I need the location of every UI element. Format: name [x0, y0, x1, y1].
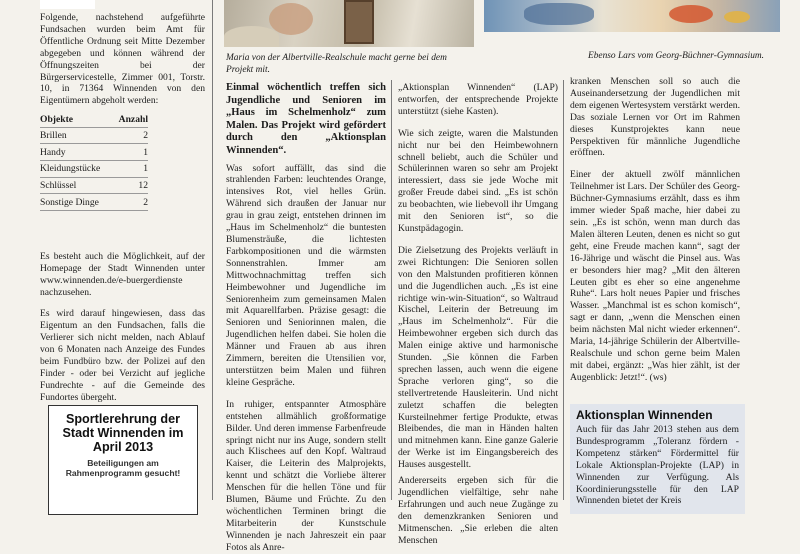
item-count: 2 — [113, 127, 148, 144]
fundsachen-table — [40, 111, 148, 211]
aktionsplan-title: Aktionsplan Winnenden — [576, 408, 713, 422]
article-column-3 — [398, 82, 558, 547]
fundsachen-column — [40, 12, 205, 404]
photo-detail — [224, 26, 279, 47]
article-paragraph: Wie sich zeigte, waren die Malstunden nicht nur bei den Heimbewohnern schnell beliebt, auch die Schüler und Schülerinnen waren so sehr am Projekt interessiert, dass sie jede Woche mit großer Freude dabei sind. „Es ist schön zu beobachten, wie liebevoll ihr Umgang mit den Senioren ist“, so die Kunstpädagogin. — [398, 127, 558, 234]
sportlerehrung-subtitle: Beteiligungen am Rahmenprogramm gesucht! — [65, 458, 181, 478]
item-count: 2 — [113, 194, 148, 211]
table-row — [40, 177, 148, 194]
photo-detail — [724, 11, 750, 23]
homepage-paragraph: Es besteht auch die Möglichkeit, auf der Homepage der Stadt Winnenden unter www.winnenden.de/e-buergerdienste nachzusehen. — [40, 250, 205, 298]
article-paragraph: Was sofort auffällt, das sind die strahlenden Farben: leuchtendes Orange, intensives Rot, viel helles Grün. Während sich draußen der Januar nur grau in grau zeigt, entstehen drinnen im „Haus im Schelmenholz“ die buntesten Blumensträuße, die lichtesten Farbkompositionen und die wärmsten Sonnenstrahlen. Immer am Mittwochnachmittag treffen sich Heimbewohner und Jugendliche im Seniorenheim zum gemeinsamen Malen mit Aquarellfarben. Präzise gesagt: die Senioren und Seniorinnen malen, die Jugendlichen helfen dabei. Sie holen die Männer und Frauen ab aus ihren Zimmern, bereiten die Utensilien vor, unterstützen beim Malen und führen kleine Gespräche. — [226, 162, 386, 388]
article-lead: Einmal wöchentlich treffen sich Jugendliche und Senioren im „Haus im Schelmenholz“ zum Malen. Das Projekt wird gefördert durch den „Aktionsplan Winnenden“. — [226, 82, 386, 156]
article-column-2 — [226, 82, 386, 554]
article-paragraph: In ruhiger, entspannter Atmosphäre entstehen allmählich großformatige Bilder. Und deren immense Farbenfreude springt nicht nur ins Auge, sondern stellt auch Klischees auf den Kopf. Waltraud Kaiser, die Leiterin des Malprojekts, kennt und schätzt die Vorliebe älterer Menschen für die hellen Töne und für Blumen, Bäume und Früchte. Zu den wöchentlichen Terminen bringt die Mitarbeiterin der Kunstschule Winnenden je nach Jahreszeit ein paar Fotos als Anre- — [226, 398, 386, 553]
photo-detail — [524, 3, 594, 25]
photo-detail — [269, 3, 313, 35]
article-paragraph: Die Zielsetzung des Projekts verläuft in zwei Richtungen: Die Senioren sollen von den Malstunden profitieren können und die Jugendlichen auch. „Es ist eine richtige win-win-Situation“, so Waltraud Kischel, Leiterin der Betreuung im „Haus im Schelmenholz“. Für die Heimbewohner ergeben sich durch das Malen einige aktive und harmonische Stunden. „Sie können die Farben sprechen lassen, auch wenn die eigene Sprache verloren ging“, so die stellvertretende Hausleiterin. Und nicht zuletzt schaffen die belegten Kursteilnehmer fertige Produkte, etwas Bleibendes, die man in Händen halten und mitnehmen kann. Eine ganze Galerie der Werke ist im Eingangsbereich des Hauses ausgestellt. — [398, 244, 558, 471]
photo-lars — [484, 0, 780, 32]
item-name: Schlüssel — [40, 177, 113, 194]
article-paragraph: „Aktionsplan Winnenden“ (LAP) entworfen, der entsprechende Projekte unterstützt (siehe Kasten). — [398, 82, 558, 117]
photo-detail — [669, 5, 713, 23]
sportlerehrung-title: Sportlerehrung der Stadt Winnenden im April 2013 — [62, 412, 184, 454]
column-divider — [212, 0, 213, 500]
aktionsplan-text: Auch für das Jahr 2013 stehen aus dem Bundesprogramm „Toleranz fördern - Kompetenz stärken“ Fördermittel für Lokale Aktionsplan-Projekte (LAP) in Winnenden zur Verfügung. Als Koordinierungsstelle für den LAP Winnenden bietet der Kreis — [576, 424, 739, 507]
article-paragraph: kranken Menschen soll so auch die Auseinandersetzung der Jugendlichen mit dem eigenen Wertesystem verstärkt werden. Das soziale Lernen vor Ort im Rahmen dieses Kunstprojektes kann neue Perspektiven für männliche Jugendliche eröffnen. — [570, 76, 740, 159]
item-count: 12 — [113, 177, 148, 194]
item-count: 1 — [113, 161, 148, 178]
table-row — [40, 194, 148, 211]
photo-caption-maria: Maria von der Albertville-Realschule macht gerne bei dem Projekt mit. — [226, 53, 447, 75]
header-cutout — [40, 0, 95, 9]
table-row — [40, 144, 148, 161]
article-column-4 — [570, 76, 740, 384]
header-anzahl: Anzahl — [113, 111, 148, 127]
table-row — [40, 127, 148, 144]
article-paragraph: Andererseits ergeben sich für die Jugendlichen vielfältige, sehr nahe Erfahrungen und auch neue Zugänge zu den demenzkranken Senioren und Mitmenschen. „Sie erleben die alten Menschen — [398, 475, 558, 546]
photo-caption-lars: Ebenso Lars vom Georg-Büchner-Gymnasium. — [588, 51, 765, 61]
notice-paragraph: Es wird darauf hingewiesen, dass das Eigentum an den Fundsachen, falls die Verlierer sich nicht melden, nach Ablauf von 6 Monaten nach Anzeige des Fundes beim Fundbüro bzw. der Polizei auf den Finder - oder bei Verzicht auf jegliche Fundrechte - auf die Gemeinde des Fundortes übergeht. — [40, 308, 205, 403]
table-header-row — [40, 111, 148, 127]
column-divider — [563, 80, 564, 500]
article-paragraph: Einer der aktuell zwölf männlichen Teilnehmer ist Lars. Der Schüler des Georg-Büchner-Gymnasiums erzählt, dass es ihm immer wieder Spaß mache, hier dabei zu sein. „Es ist schön, wenn man durch das Malen älteren Leuten, denen es nicht so gut geht, eine Freude machen kann“, sagt der 16-Jährige und wäscht die Pinsel aus. Was er besonders hier mag? „Mit den älteren Leuten gibt es eher so eine angenehme Ruhe“. Lars holt neues Papier und frisches Wasser. „Manchmal ist es schon komisch“, sagt er dann, „wenn die Menschen einen beim nächsten Mal nicht wieder erkennen“. Maria, 14-jährige Schülerin der Albertville-Realschule und schon gerne beim Malen mit dabei, ergänzt: „Was hier zählt, ist der Augenblick: Jetzt!“. (ws) — [570, 169, 740, 383]
photo-maria — [224, 0, 474, 47]
column-divider — [391, 80, 392, 500]
header-objekte: Objekte — [40, 111, 113, 127]
aktionsplan-box — [570, 404, 745, 514]
item-name: Handy — [40, 144, 113, 161]
item-name: Brillen — [40, 127, 113, 144]
item-name: Sonstige Dinge — [40, 194, 113, 211]
table-row — [40, 161, 148, 178]
fundsachen-intro: Folgende, nachstehend aufgeführte Fundsachen wurden beim Amt für Öffentliche Ordnung seit Mitte Dezember abgegeben und können während der Öffnungszeiten bei der Bürgerservicestelle, Zimmer 001, Torstr. 10, in 71364 Winnenden von den Eigentümern abgeholt werden: — [40, 12, 205, 107]
item-count: 1 — [113, 144, 148, 161]
photo-detail — [344, 0, 374, 44]
sportlerehrung-box — [48, 405, 198, 515]
item-name: Kleidungstücke — [40, 161, 113, 178]
